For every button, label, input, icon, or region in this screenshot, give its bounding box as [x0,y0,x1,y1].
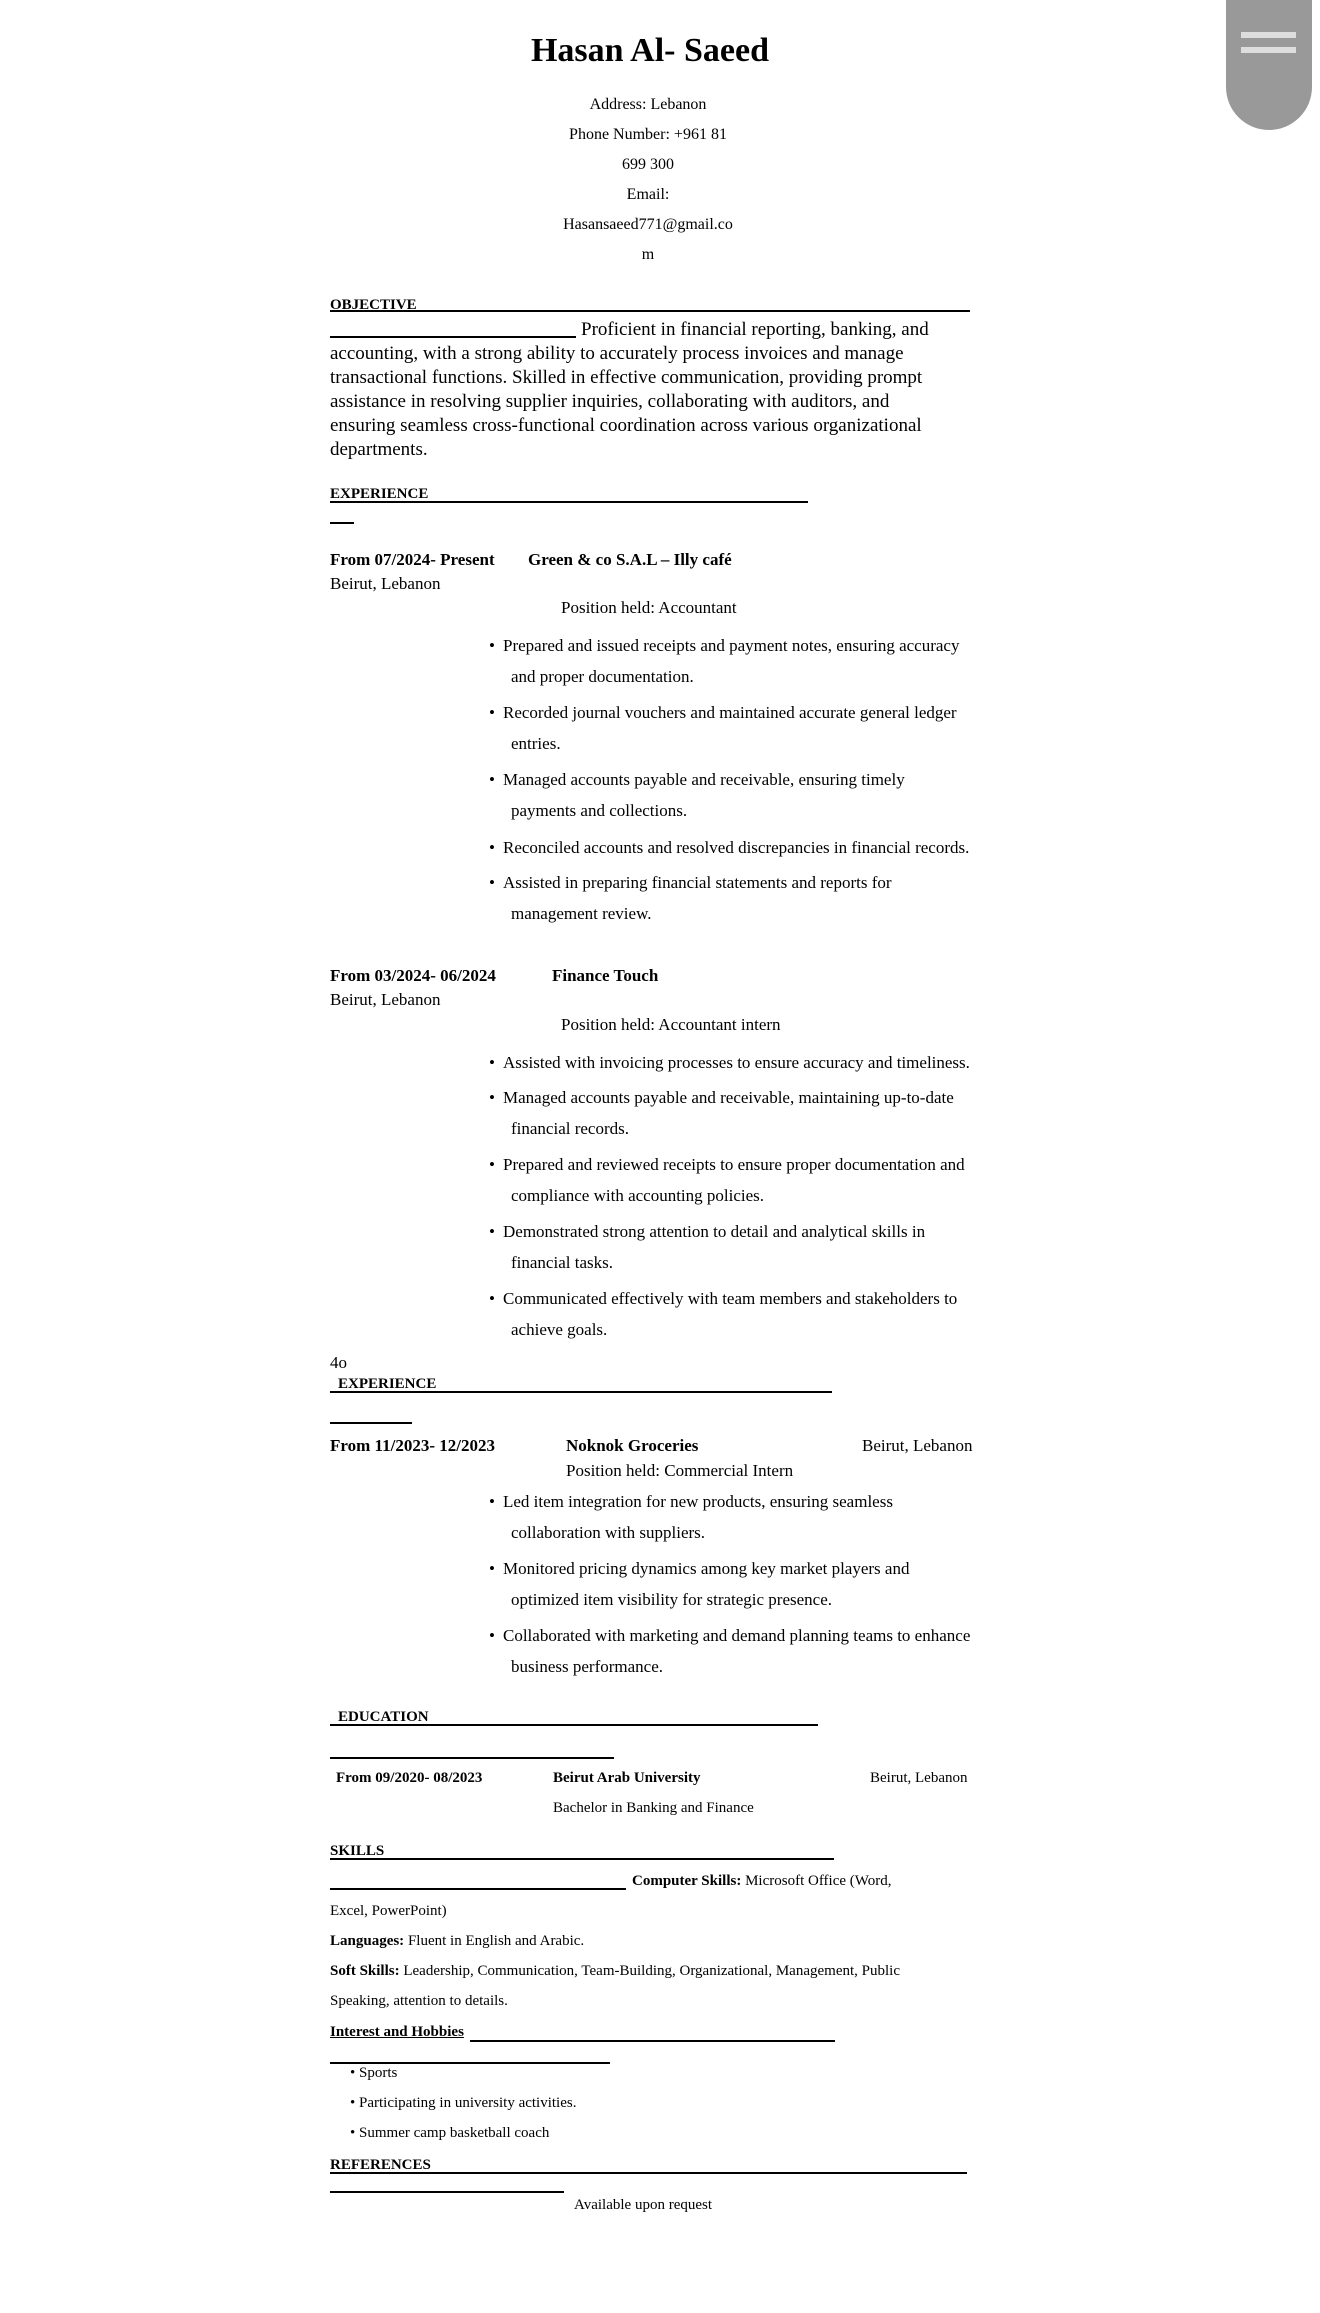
education-degree: Bachelor in Banking and Finance [553,1800,754,1816]
list-item: • Managed accounts payable and receivable, maintaining up-to-date financial records. [489,1088,954,1138]
list-item: • Assisted with invoicing processes to ensure accuracy and timeliness. [489,1053,970,1072]
objective-line: departments. [330,439,428,460]
contact-block [548,90,748,270]
job-position: Position held: Accountant intern [561,1015,781,1034]
divider [470,2040,835,2042]
page-marker: 4o [330,1353,347,1372]
education-dates: From 09/2020- 08/2023 [336,1770,483,1786]
languages-value: Fluent in English and Arabic. [407,1933,585,1949]
interest-item: • Summer camp basketball coach [350,2125,550,2141]
divider [330,1422,412,1424]
experience-title: EXPERIENCE [330,486,429,502]
objective-text-first: Proficient in financial reporting, banking, and [581,319,929,340]
divider [330,1757,614,1759]
education-location: Beirut, Lebanon [870,1770,968,1786]
divider [330,336,576,338]
job-position: Position held: Accountant [561,598,737,617]
experience-title-2: EXPERIENCE [338,1376,437,1392]
list-item: • Led item integration for new products, ensuring seamless collaboration with suppliers. [489,1492,893,1542]
job-company: Finance Touch [552,966,659,985]
objective-line: accounting, with a strong ability to accurately process invoices and manage [330,343,904,364]
languages [330,1933,584,1950]
objective-title: OBJECTIVE [330,297,417,313]
education-title: EDUCATION [338,1709,429,1725]
divider [330,522,354,524]
interest-item: • Participating in university activities. [350,2095,577,2111]
list-item: • Recorded journal vouchers and maintained accurate general ledger entries. [489,703,957,753]
phone-line-1: Phone Number: +961 81 [569,126,727,143]
list-item: • Reconciled accounts and resolved discrepancies in financial records. [489,838,970,857]
divider [330,501,808,503]
list-item: • Collaborated with marketing and demand planning teams to enhance business performance. [489,1626,971,1676]
references-title: REFERENCES [330,2157,431,2173]
interest-item: • Sports [350,2065,398,2081]
education-school: Beirut Arab University [553,1770,701,1786]
address: Address: Lebanon [589,96,707,113]
divider [330,1724,818,1726]
divider [330,2172,967,2174]
soft-skills-label: Soft Skills: [330,1963,400,1979]
divider [330,2062,610,2064]
divider [330,1888,626,1890]
job-company: Noknok Groceries [566,1436,699,1455]
job-dates: From 11/2023- 12/2023 [330,1436,495,1455]
computer-skills-cont: Excel, PowerPoint) [330,1903,447,1919]
list-item: • Communicated effectively with team members and stakeholders to achieve goals. [489,1289,958,1339]
soft-skills-cont: Speaking, attention to details. [330,1993,508,2009]
job-location: Beirut, Lebanon [862,1436,973,1455]
job-location: Beirut, Lebanon [330,574,441,593]
soft-skills [330,1963,900,1980]
email-line-2[interactable]: m [641,246,655,263]
interests-title: Interest and Hobbies [330,2024,464,2040]
list-item: • Assisted in preparing financial statements and reports for management review. [489,873,892,923]
soft-skills-value: Leadership, Communication, Team-Building, Organizational, Management, Public [403,1963,900,1979]
computer-skills-label: Computer Skills: [632,1873,742,1889]
list-item: • Demonstrated strong attention to detail and analytical skills in financial tasks. [489,1222,926,1272]
phone-line-2: 699 300 [622,156,674,173]
skills-title: SKILLS [330,1843,385,1859]
email-label: Email: [626,186,670,203]
list-item: • Monitored pricing dynamics among key market players and optimized item visibility for strategic presence. [489,1559,910,1609]
list-item: • Prepared and reviewed receipts to ensure proper documentation and compliance with accounting policies. [489,1155,965,1205]
objective-line: ensuring seamless cross-functional coordination across various organizational [330,415,922,436]
job-dates: From 03/2024- 06/2024 [330,966,496,985]
references-text: Available upon request [574,2197,713,2213]
objective-line: transactional functions. Skilled in effective communication, providing prompt [330,367,923,388]
email-line-1[interactable]: Hasansaeed771@gmail.co [563,216,733,233]
resume-name: Hasan Al- Saeed [530,32,770,69]
divider [330,1391,832,1393]
computer-skills-value: Microsoft Office (Word, [745,1873,892,1889]
job-dates: From 07/2024- Present [330,550,495,569]
list-item: • Managed accounts payable and receivable, ensuring timely payments and collections. [489,770,905,820]
divider [330,2191,564,2193]
objective-line: assistance in resolving supplier inquiries, collaborating with auditors, and [330,391,890,412]
list-item: • Prepared and issued receipts and payment notes, ensuring accuracy and proper documentation. [489,636,960,686]
divider [330,1858,834,1860]
computer-skills [632,1873,891,1890]
divider [330,310,970,312]
job-company: Green & co S.A.L – Illy café [528,550,732,569]
languages-label: Languages: [330,1933,405,1949]
job-position: Position held: Commercial Intern [566,1461,794,1480]
job-location: Beirut, Lebanon [330,990,441,1009]
